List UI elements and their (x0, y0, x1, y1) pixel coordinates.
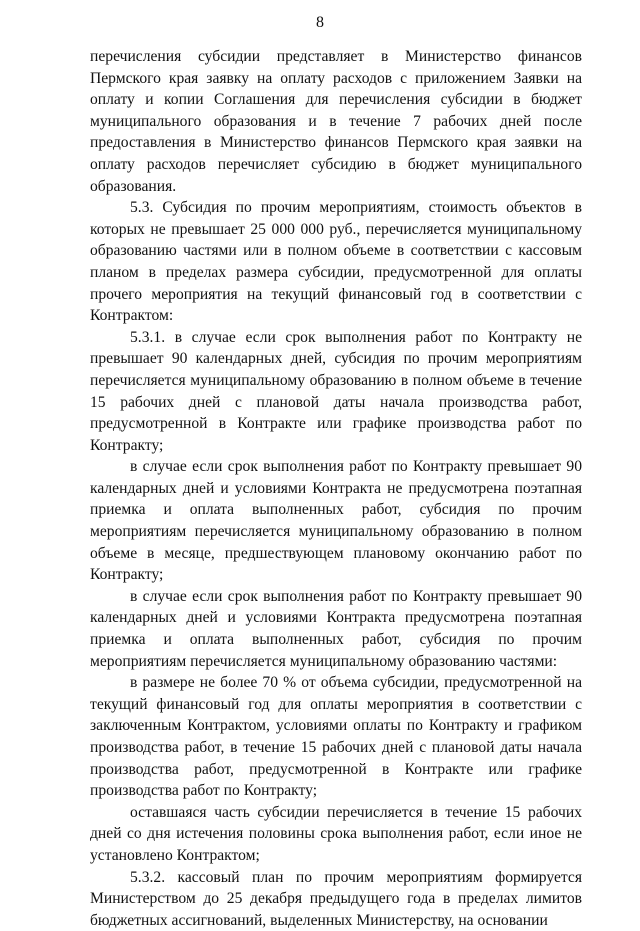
paragraph-case-stages: в случае если срок выполнения работ по Контракту превышает 90 календарных дней и условиями Контракта предусмотрена поэтапная приемка и оплата выполненных работ, субсидия по прочим мероприятиям перечисляется муниципальному образованию частями: (90, 587, 582, 670)
paragraph-remaining-part: оставшаяся часть субсидии перечисляется в течение 15 рабочих дней со дня истечения половины срока выполнения работ, если иное не установлено Контрактом; (90, 803, 582, 864)
paragraph-case-no-stages: в случае если срок выполнения работ по Контракту превышает 90 календарных дней и условиями Контракта не предусмотрена поэтапная приемка и оплата выполненных работ, субсидия по прочим мероприятиям перечисляется муниципальному образованию в полном объеме в месяце, предшествующем плановому окончанию работ по Контракту; (90, 458, 582, 584)
paragraph-5-3: 5.3. Субсидия по прочим мероприятиям, стоимость объектов в которых не превышает 25 000 000 руб., перечисляется муниципальному образованию частями или в полном объеме в соответствии с кассовым планом в пределах размера субсидии, предусмотренной для оплаты прочего мероприятия на текущий финансовый год в соответствии с Контрактом: (90, 199, 582, 325)
paragraph-5-3-2: 5.3.2. кассовый план по прочим мероприятиям формируется Министерством до 25 декабря предыдущего года в пределах лимитов бюджетных ассигнований, выделенных Министерству, на основании (90, 868, 582, 929)
paragraph-5-3-1: 5.3.1. в случае если срок выполнения работ по Контракту не превышает 90 календарных дней, субсидия по прочим мероприятиям перечисляется муниципальному образованию в полном объеме в течение 15 рабочих дней с плановой даты начала производства работ, предусмотренной в Контракте или графике производства работ по Контракту; (90, 328, 582, 454)
page-number: 8 (316, 14, 324, 31)
paragraph-continuation: перечисления субсидии представляет в Министерство финансов Пермского края заявку на оплату расходов с приложением Заявки на оплату и копии Соглашения для перечисления субсидии в бюджет муниципального образования и в течение 7 рабочих дней после предоставления в Министерство финансов Пермского края заявки на оплату расходов перечисляет субсидию в бюджет муниципального образования. (90, 48, 582, 195)
document-body (90, 46, 582, 931)
paragraph-first-part: в размере не более 70 % от объема субсидии, предусмотренной на текущий финансовый год для оплаты мероприятия в соответствии с заключенным Контрактом, условиями оплаты по Контракту и графиком производства работ, в течение 15 рабочих дней с плановой даты начала производства работ, предусмотренной в Контракте или графике производства работ по Контракту; (90, 674, 582, 800)
